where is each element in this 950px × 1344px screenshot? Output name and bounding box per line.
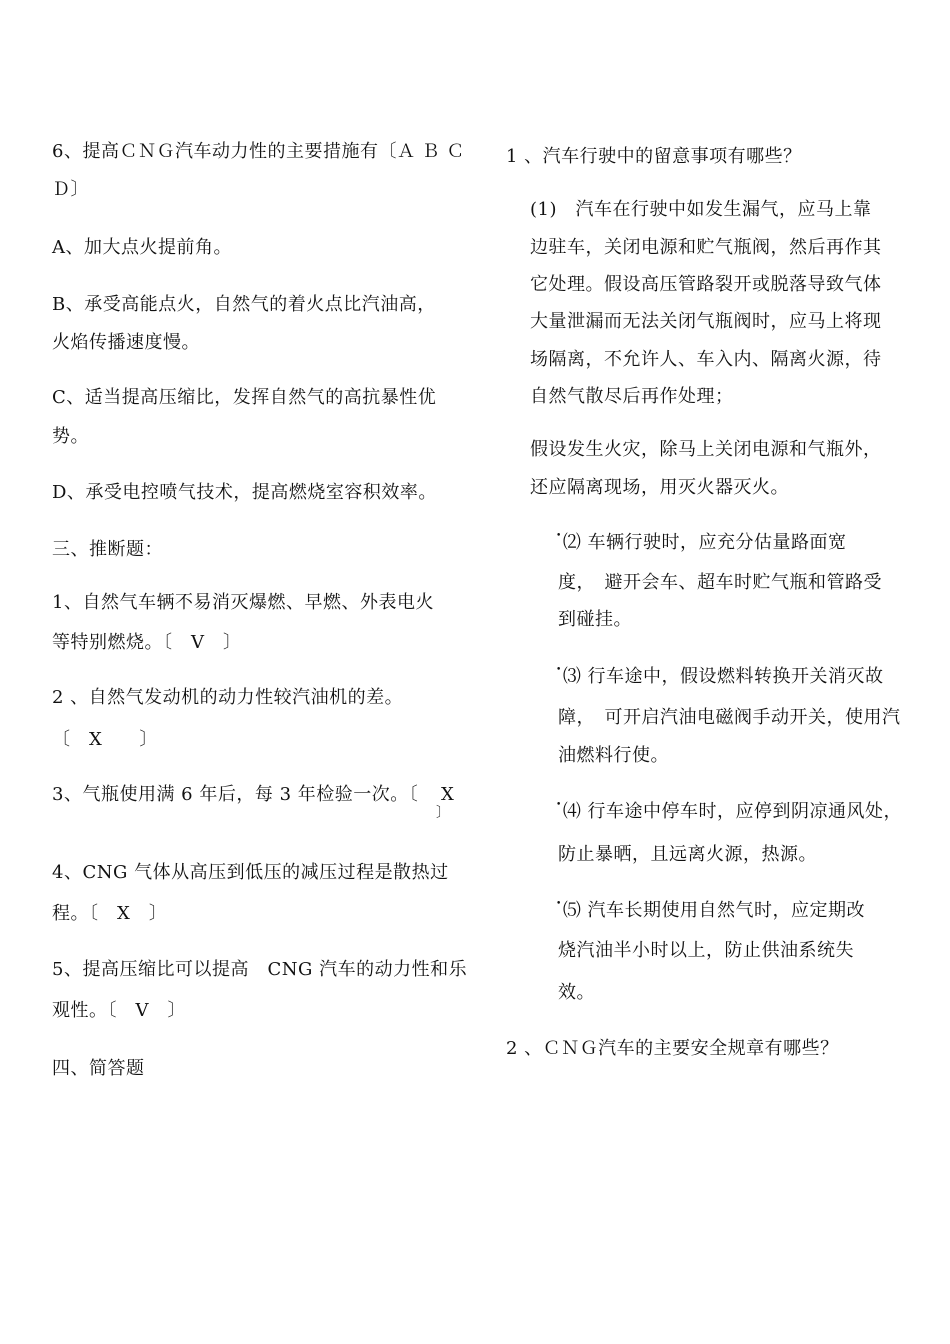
judgment-4-line-1: 4、CNG 气体从高压到低压的减压过程是散热过 (52, 862, 449, 883)
option-b-line-1: B、承受高能点火，自然气的着火点比汽油高， (52, 294, 436, 315)
section-4-heading: 四、简答题 (52, 1058, 145, 1079)
item-line (556, 531, 847, 553)
judgment-3-close-bracket: 〕 (436, 805, 451, 821)
item-line (556, 665, 884, 687)
option-a: A、加大点火提前角。 (52, 237, 232, 258)
bullet-icon: • (556, 531, 562, 541)
option-b-line-2: 火焰传播速度慢。 (52, 332, 200, 353)
bullet-icon: • (556, 665, 562, 675)
item-line: 烧汽油半小时以上，防止供油系统失 (558, 940, 854, 961)
item-line: 油燃料行使。 (558, 745, 669, 766)
item-text: ⑸ 汽车长期使用自然气时，应定期改 (562, 900, 866, 921)
judgment-4-line-2: 程。〔 X 〕 (52, 903, 168, 924)
paragraph-line: 场隔离，不允许人、车入内、隔离火源，待 (530, 349, 882, 370)
judgment-5-line-2: 观性。〔 V 〕 (52, 1000, 186, 1021)
question-6-line-1: 6、提高ＣＮＧ汽车动力性的主要措施有〔Ａ Ｂ Ｃ (52, 141, 465, 162)
answer-2-title: 2 、ＣＮＧ汽车的主要安全规章有哪些？ (506, 1038, 839, 1059)
item-text: ⑶ 行车途中，假设燃料转换开关消灭故 (562, 666, 884, 687)
section-3-heading: 三、推断题： (52, 539, 163, 560)
judgment-5-line-1: 5、提高压缩比可以提高 CNG 汽车的动力性和乐 (52, 959, 468, 980)
question-6-line-2: Ｄ〕 (52, 179, 89, 200)
paragraph-line: 大量泄漏而无法关闭气瓶阀时，应马上将现 (530, 311, 882, 332)
item-line: 到碰挂。 (558, 609, 632, 630)
paragraph-line: 边驻车，关闭电源和贮气瓶阀，然后再作其 (530, 237, 882, 258)
judgment-2-line-2: 〔 X 〕 (52, 729, 158, 750)
judgment-1-line-1: 1、自然气车辆不易消灭爆燃、早燃、外表电火 (52, 592, 434, 613)
item-line: 防止暴晒，且远离火源，热源。 (558, 844, 817, 865)
judgment-1-line-2: 等特别燃烧。〔 V 〕 (52, 632, 242, 653)
paragraph-line: 它处理。假设高压管路裂开或脱落导致气体 (530, 274, 882, 295)
item-text: ⑵ 车辆行驶时，应充分估量路面宽 (562, 532, 847, 553)
paragraph-line: 还应隔离现场，用灭火器灭火。 (530, 477, 789, 498)
item-line (556, 899, 866, 921)
judgment-3-line-1: 3、气瓶使用满 6 年后，每 3 年检验一次。〔 (52, 784, 419, 805)
answer-1-title: 1 、汽车行驶中的留意事项有哪些？ (506, 146, 802, 167)
item-line: 效。 (558, 982, 595, 1003)
paragraph-line: 自然气散尽后再作处理； (530, 386, 734, 407)
item-line: 度， 避开会车、超车时贮气瓶和管路受 (558, 572, 882, 593)
paragraph-line: 假设发生火灾，除马上关闭电源和气瓶外， (530, 439, 882, 460)
option-d: D、承受电控喷气技术，提高燃烧室容积效率。 (52, 482, 437, 503)
paragraph-line: (1) 汽车在行驶中如发生漏气，应马上靠 (530, 199, 872, 220)
item-line (556, 800, 903, 822)
option-c-line-1: C、适当提高压缩比，发挥自然气的高抗暴性优 (52, 387, 437, 408)
bullet-icon: • (556, 800, 562, 810)
judgment-3-mark: X (441, 784, 455, 805)
item-line: 障， 可开启汽油电磁阀手动开关，使用汽 (558, 707, 901, 728)
option-c-line-2: 势。 (52, 426, 89, 447)
bullet-icon: • (556, 899, 562, 909)
item-text: ⑷ 行车途中停车时，应停到阴凉通风处， (562, 801, 903, 822)
judgment-2-line-1: 2 、自然气发动机的动力性较汽油机的差。 (52, 687, 404, 708)
